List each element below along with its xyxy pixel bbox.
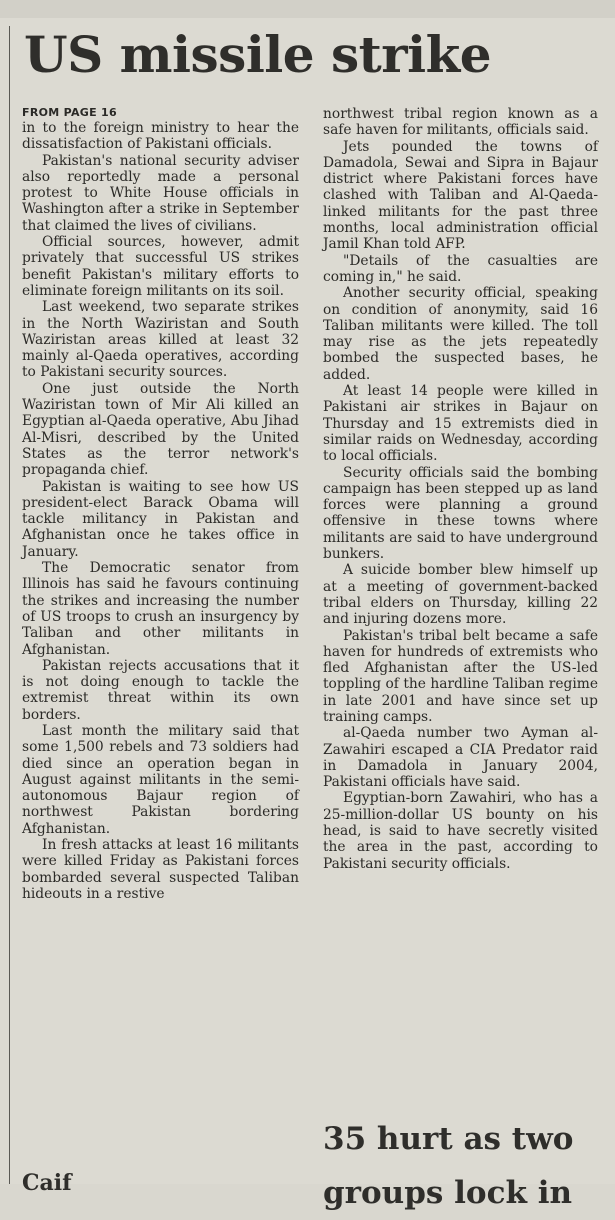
next-article-headline (323, 1112, 608, 1220)
paragraph: northwest tribal region known as a safe haven for militants, officials said. (323, 106, 598, 139)
continuation-kicker: FROM PAGE 16 (22, 106, 117, 119)
article-headline: US missile strike (24, 25, 492, 84)
paragraph: Pakistan rejects accusations that it is not doing enough to tackle the extremist threat within its own borders. (22, 657, 299, 723)
paragraph: Pakistan's national security adviser also reportedly made a personal protest to White House officials in Washington after a strike in September that claimed the lives of civilians. (22, 152, 299, 234)
previous-text-strip (0, 0, 615, 18)
paragraph: al-Qaeda number two Ayman al-Zawahiri escaped a CIA Predator raid in Damadola in January 2004, Pakistani officials have said. (323, 725, 598, 791)
paragraph: One just outside the North Waziristan town of Mir Ali killed an Egyptian al-Qaeda operative, Abu Jihad Al-Misri, described by the United States as the terror network's propaganda chief. (22, 380, 299, 479)
next-headline-line-1: 35 hurt as two (323, 1121, 574, 1157)
paragraph: In fresh attacks at least 16 militants were killed Friday as Pakistani forces bombarded several suspected Taliban hideouts in a restive (22, 837, 299, 902)
paragraph: "Details of the casualties are coming in," he said. (323, 252, 598, 285)
paragraph: Last weekend, two separate strikes in the North Waziristan and South Waziristan areas killed at least 32 mainly al-Qaeda operatives, according to Pakistani security sources. (22, 299, 299, 381)
paragraph: Official sources, however, admit privately that successful US strikes benefit Pakistan's military efforts to eliminate foreign militants on its soil. (22, 234, 299, 299)
paragraph: Another security official, speaking on condition of anonymity, said 16 Taliban militants were killed. The toll may rise as the jets repeatedly bombed the suspected bases, he added. (323, 285, 598, 383)
paragraph: Pakistan is waiting to see how US president-elect Barack Obama will tackle militancy in Pakistan and Afghanistan once he takes office in January. (22, 478, 299, 560)
paragraph: Pakistan's tribal belt became a safe haven for hundreds of extremists who fled Afghanistan after the US-led toppling of the hardline Taliban regime in late 2001 and have since set up training camps. (323, 627, 598, 725)
paragraph: At least 14 people were killed in Pakistani air strikes in Bajaur on Thursday and 15 extremists died in similar raids on Wednesday, according to local officials. (323, 383, 598, 465)
column-rule (9, 26, 10, 1184)
paragraph: Security officials said the bombing campaign has been stepped up as land forces were planning a ground offensive in these towns where militants are said to have underground bunkers. (323, 464, 598, 563)
paragraph: Last month the military said that some 1,500 rebels and 73 soldiers had died since an operation began in August against militants in the semi-autonomous Bajaur region of northwest Pakistan bordering Afghanistan. (22, 722, 299, 837)
next-headline-line-2: groups lock in (323, 1175, 573, 1211)
paragraph: A suicide bomber blew himself up at a meeting of government-backed tribal elders on Thursday, killing 22 and injuring dozens more. (323, 562, 598, 628)
paragraph: The Democratic senator from Illinois has said he favours continuing the strikes and increasing the number of US troops to crush an insurgency by Taliban and other militants in Afghanistan. (22, 560, 299, 658)
article-column-left (22, 106, 299, 902)
paragraph: Jets pounded the towns of Damadola, Sewai and Sipra in Bajaur district where Pakistani forces have clashed with Taliban and Al-Qaeda-linked militants for the past three months, local administration official Jamil Khan told AFP. (323, 138, 598, 253)
cutoff-heading: Caif (22, 1170, 72, 1196)
article-column-right (323, 106, 598, 872)
paragraph: Egyptian-born Zawahiri, who has a 25-million-dollar US bounty on his head, is said to have secretly visited the area in the past, according to Pakistani security officials. (323, 790, 598, 872)
paragraph: in to the foreign ministry to hear the dissatisfaction of Pakistani officials. (22, 120, 299, 153)
